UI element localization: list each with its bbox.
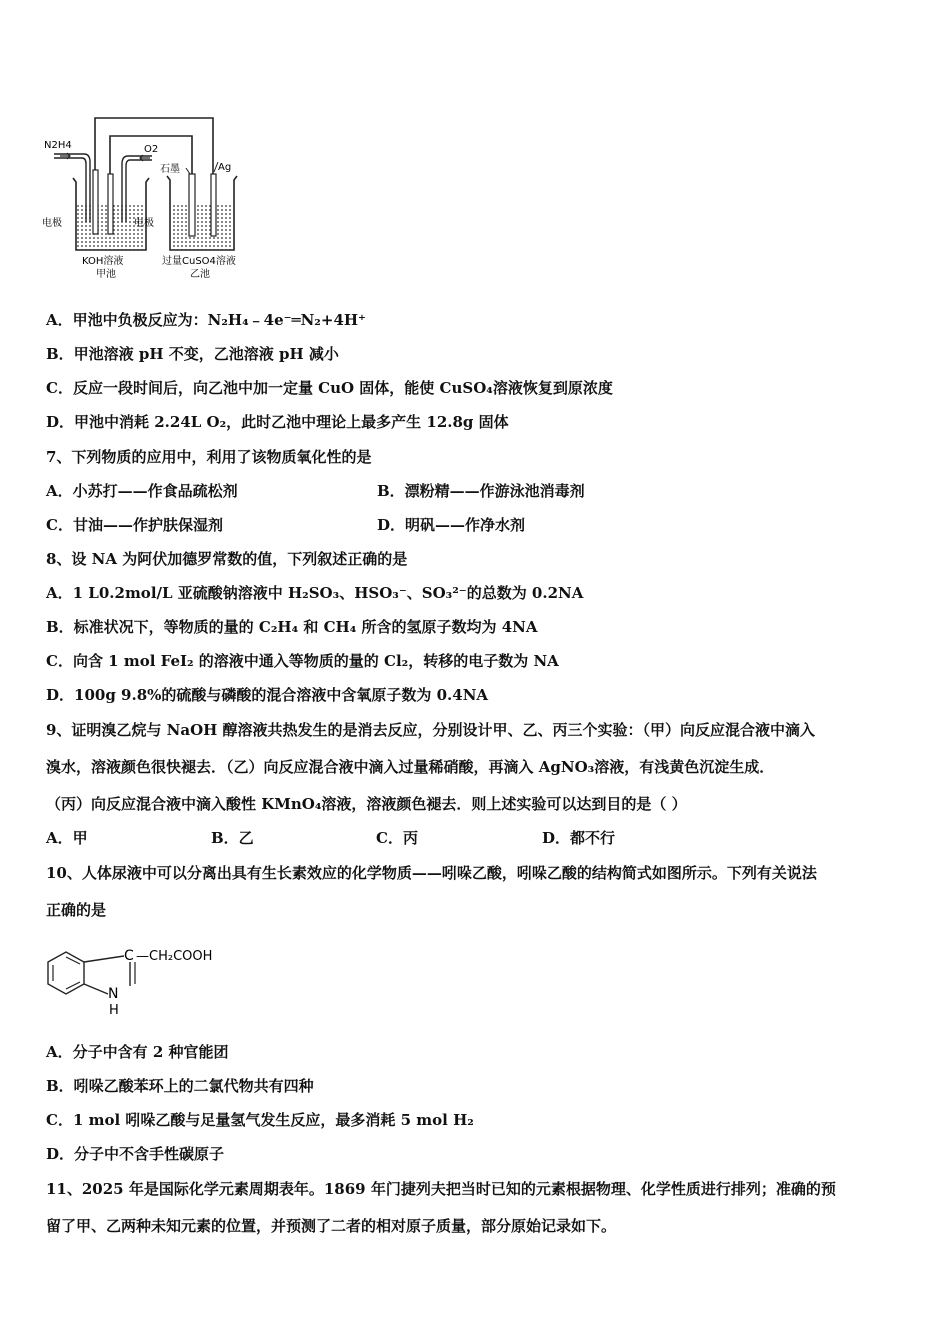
q8-option-a: A．1 L0.2mol/L 亚硫酸钠溶液中 H₂SO₃、HSO₃⁻、SO₃²⁻的总数为 0.2NA [46,584,584,602]
q6-option-b: B．甲池溶液 pH 不变，乙池溶液 pH 减小 [46,345,339,363]
cell-b-label: 乙池 [190,269,210,280]
q9-option-c: C．丙 [376,829,418,847]
oxidant-label: O2 [144,144,159,155]
electrochemical-cell-figure [40,112,260,282]
q7-option-b: B．漂粉精——作游泳池消毒剂 [377,482,585,500]
q6-option-c: C．反应一段时间后，向乙池中加一定量 CuO 固体，能使 CuSO₄溶液恢复到原浓度 [46,379,613,397]
cell-a-label: 甲池 [96,269,116,280]
q11-stem-line1: 11、2025 年是国际化学元素周期表年。1869 年门捷列夫把当时已知的元素根据物理、化学性质进行排列；准确的预 [46,1180,836,1198]
q6-option-d: D．甲池中消耗 2.24L O₂，此时乙池中理论上最多产生 12.8g 固体 [46,413,509,431]
q10-stem-line2: 正确的是 [46,901,107,919]
q7-option-d: D．明矾——作净水剂 [377,516,526,534]
q10-option-b: B．吲哚乙酸苯环上的二氯代物共有四种 [46,1077,314,1095]
silver-label: Ag [218,162,232,173]
q10-option-d: D．分子中不含手性碳原子 [46,1145,225,1163]
q10-stem-line1: 10、人体尿液中可以分离出具有生长素效应的化学物质——吲哚乙酸，吲哚乙酸的结构简式如图所示。下列有关说法 [46,864,817,882]
q6-option-a: A．甲池中负极反应为：N₂H₄﹣4e⁻═N₂+4H⁺ [46,311,366,329]
nitrogen-label: N [108,986,119,1002]
q7-option-a: A．小苏打——作食品疏松剂 [46,482,238,500]
substituent-label: —CH₂COOH [136,949,213,964]
indoleacetic-acid-structure [44,940,244,1020]
fuel-label: N2H4 [44,140,72,151]
q9-stem-line3: （丙）向反应混合液中滴入酸性 KMnO₄溶液，溶液颜色褪去．则上述实验可以达到目的是（ ） [46,795,687,813]
q9-stem-line2: 溴水，溶液颜色很快褪去．（乙）向反应混合液中滴入过量稀硝酸，再滴入 AgNO₃溶液，有浅黄色沉淀生成． [46,758,775,776]
koh-solution-label: KOH溶液 [82,256,124,267]
q8-stem: 8、设 NA 为阿伏加德罗常数的值，下列叙述正确的是 [46,550,408,568]
q9-stem-line1: 9、证明溴乙烷与 NaOH 醇溶液共热发生的是消去反应，分别设计甲、乙、丙三个实验：（甲）向反应混合液中滴入 [46,721,816,739]
q8-option-b: B．标准状况下，等物质的量的 C₂H₄ 和 CH₄ 所含的氢原子数均为 4NA [46,618,538,636]
q11-stem-line2: 留了甲、乙两种未知元素的位置，并预测了二者的相对原子质量，部分原始记录如下。 [46,1217,617,1235]
cuso4-solution-label: 过量CuSO4溶液 [162,256,236,267]
electrode-left-label: 电极 [42,218,62,229]
q9-option-b: B．乙 [211,829,254,847]
hydrogen-label: H [109,1003,119,1018]
q9-option-d: D．都不行 [542,829,616,847]
electrode-right-label: 电极 [134,218,154,229]
q8-option-c: C．向含 1 mol FeI₂ 的溶液中通入等物质的量的 Cl₂，转移的电子数为 NA [46,652,559,670]
q10-option-a: A．分子中含有 2 种官能团 [46,1043,229,1061]
graphite-label: 石墨 [160,164,180,175]
q7-stem: 7、下列物质的应用中，利用了该物质氧化性的是 [46,448,372,466]
q8-option-d: D．100g 9.8%的硫酸与磷酸的混合溶液中含氧原子数为 0.4NA [46,686,489,704]
ring-carbon-label: C [124,948,134,964]
q10-option-c: C．1 mol 吲哚乙酸与足量氢气发生反应，最多消耗 5 mol H₂ [46,1111,474,1129]
q9-option-a: A．甲 [46,829,88,847]
q7-option-c: C．甘油——作护肤保湿剂 [46,516,223,534]
